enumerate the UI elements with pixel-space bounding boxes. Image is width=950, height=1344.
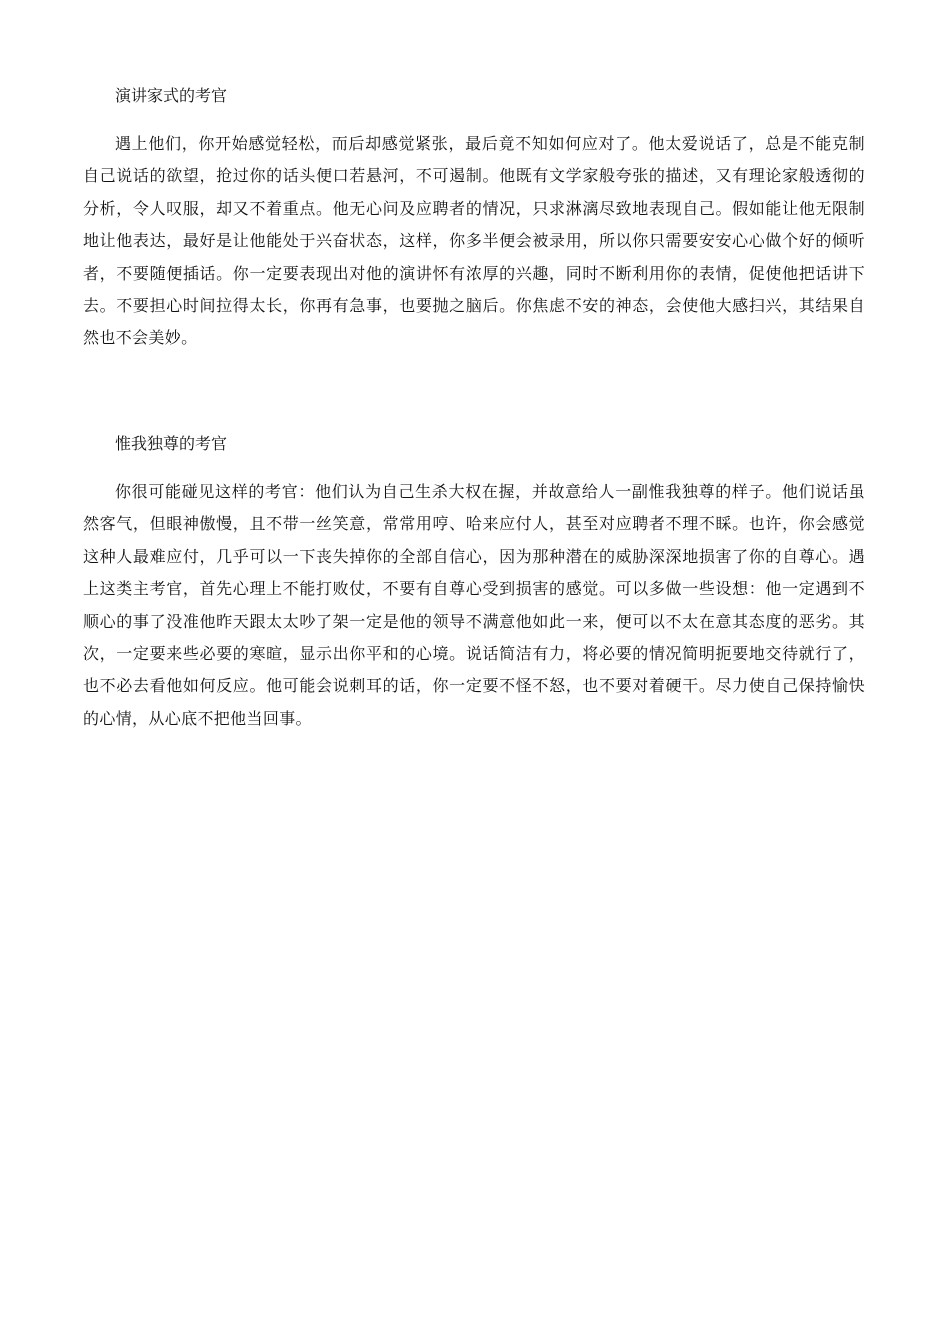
section-paragraph-speaker-examiner: 遇上他们，你开始感觉轻松，而后却感觉紧张，最后竟不知如何应对了。他太爱说话了，总是不能克制自己说话的欲望，抢过你的话头便口若悬河，不可遏制。他既有文学家般夸张的描述，又有理论家般透彻的分析，令人叹服，却又不着重点。他无心问及应聘者的情况，只求淋漓尽致地表现自己。假如能让他无限制地让他表达，最好是让他能处于兴奋状态，这样，你多半便会被录用，所以你只需要安安心心做个好的倾听者，不要随便插话。你一定要表现出对他的演讲怀有浓厚的兴趣，同时不断利用你的表情，促使他把话讲下去。不要担心时间拉得太长，你再有急事，也要抛之脑后。你焦虑不安的神态，会使他大感扫兴，其结果自然也不会美妙。 (83, 134, 865, 348)
section-heading-arrogant-examiner: 惟我独尊的考官 (115, 434, 228, 453)
section-paragraph-arrogant-examiner: 你很可能碰见这样的考官：他们认为自己生杀大权在握，并故意给人一副惟我独尊的样子。他们说话虽然客气，但眼神傲慢，且不带一丝笑意，常常用哼、哈来应付人，甚至对应聘者不理不睬。也许，你会感觉这种人最难应付，几乎可以一下丧失掉你的全部自信心，因为那种潜在的威胁深深地损害了你的自尊心。遇上这类主考官，首先心理上不能打败仗，不要有自尊心受到损害的感觉。可以多做一些设想：他一定遇到不顺心的事了没准他昨天跟太太吵了架一定是他的领导不满意他如此一来，便可以不太在意其态度的恶劣。其次，一定要来些必要的寒暄，显示出你平和的心境。说话简洁有力，将必要的情况简明扼要地交待就行了，也不必去看他如何反应。他可能会说刺耳的话，你一定要不怪不怒，也不要对着硬干。尽力使自己保持愉快的心情，从心底不把他当回事。 (83, 482, 865, 728)
section-heading-speaker-examiner: 演讲家式的考官 (115, 86, 228, 105)
